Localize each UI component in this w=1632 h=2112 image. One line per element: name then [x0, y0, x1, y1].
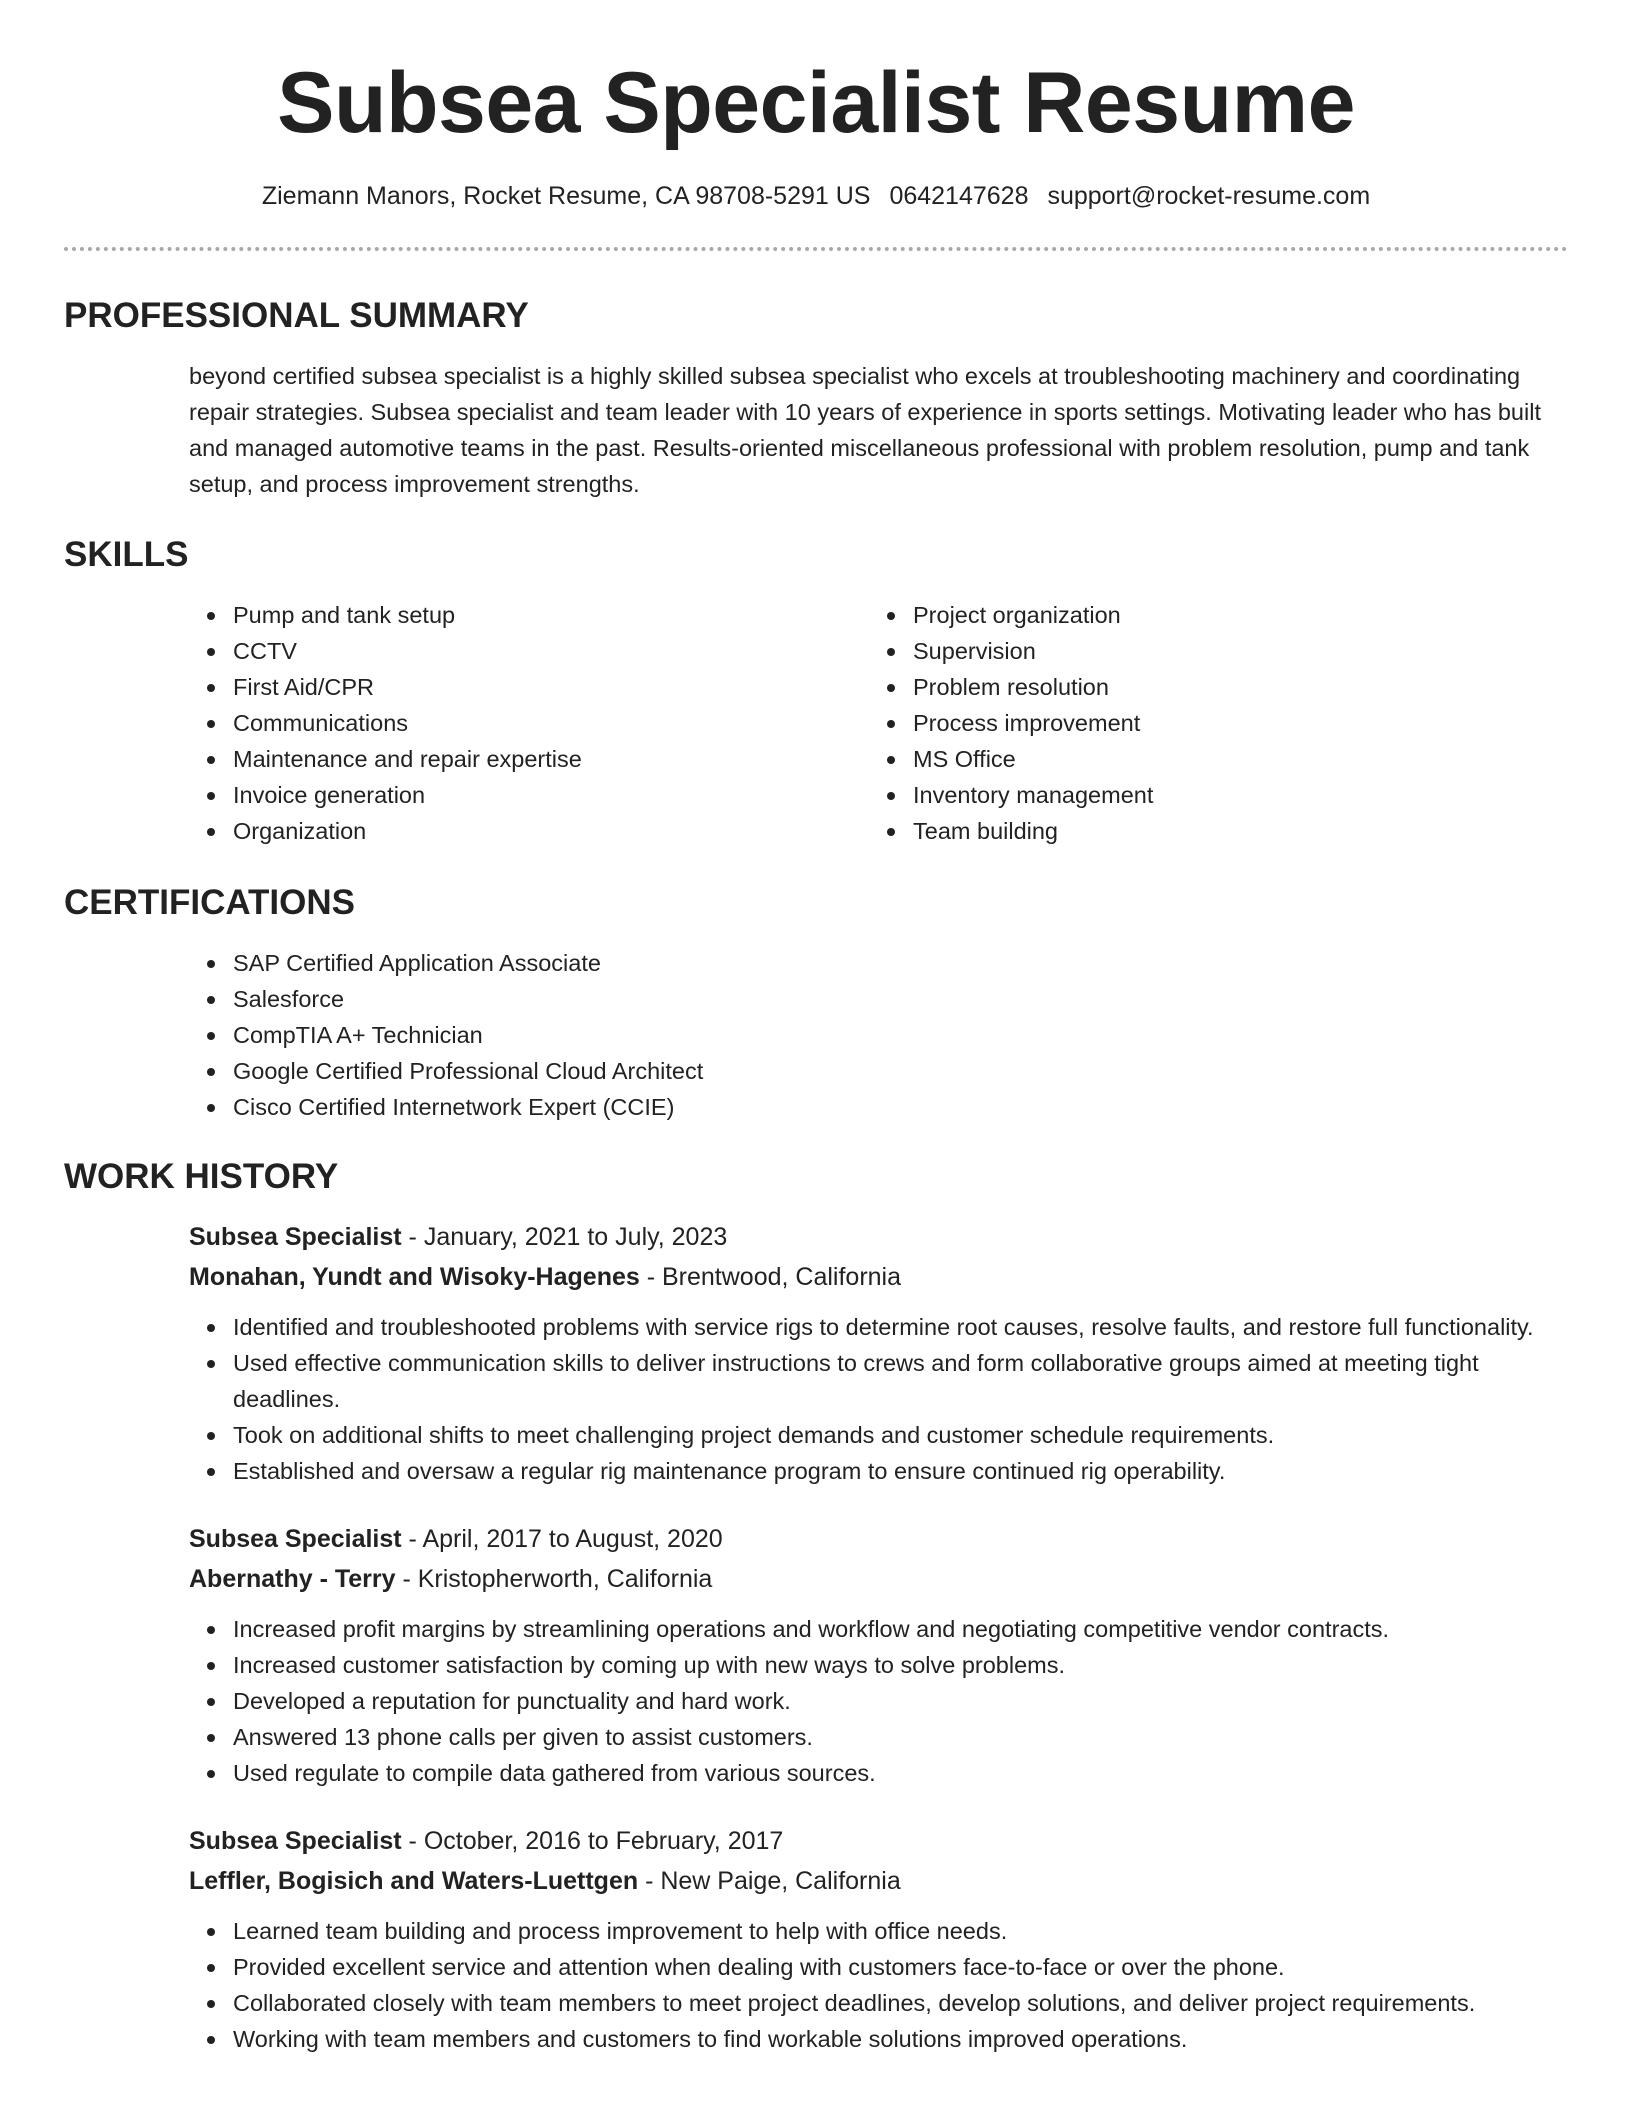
summary-text: beyond certified subsea specialist is a highly skilled subsea specialist who excels at troubleshooting machinery and coordinating repair strategies. Subsea specialist and team leader with 10 years of experience in sports settings. Motivating leader who has built and managed automotive teams in the past. Results-oriented miscellaneous professional with problem resolution, pump and tank setup, and process improvement strengths.	[189, 363, 1541, 497]
skill-item: Team building	[913, 813, 1153, 849]
skill-item: Pump and tank setup	[233, 597, 743, 633]
job-dates: - April, 2017 to August, 2020	[401, 1525, 723, 1553]
resume-page	[64, 0, 1568, 2052]
contact-address: Ziemann Manors, Rocket Resume, CA 98708-5291 US	[261, 182, 871, 210]
skill-item: MS Office	[913, 741, 1153, 777]
job-location: - Kristopherworth, California	[395, 1565, 713, 1593]
skill-item: Organization	[233, 813, 743, 849]
skills-section	[64, 535, 1568, 849]
job-company-line	[189, 1257, 1568, 1297]
skill-item: First Aid/CPR	[233, 669, 743, 705]
contact-phone: 0642147628	[889, 182, 1029, 210]
summary-section	[64, 296, 1568, 502]
job-company-line	[189, 1559, 1568, 1599]
job-location: - New Paige, California	[638, 1867, 901, 1895]
job-dates: - January, 2021 to July, 2023	[401, 1223, 728, 1251]
skills-list-left	[64, 597, 743, 849]
job-bullet: Developed a reputation for punctuality and hard work.	[233, 1683, 1568, 1719]
job-title-line	[189, 1217, 1568, 1257]
certification-item: Cisco Certified Internetwork Expert (CCIE)	[233, 1089, 1568, 1125]
contact-email: support@rocket-resume.com	[1047, 182, 1371, 210]
job-dates: - October, 2016 to February, 2017	[401, 1827, 784, 1855]
skill-item: Inventory management	[913, 777, 1153, 813]
skill-item: Invoice generation	[233, 777, 743, 813]
job-entry	[64, 1217, 1568, 1489]
job-title: Subsea Specialist	[189, 1223, 402, 1251]
job-bullet: Answered 13 phone calls per given to assist customers.	[233, 1719, 1568, 1755]
skill-item: CCTV	[233, 633, 743, 669]
job-bullet: Increased profit margins by streamlining operations and workflow and negotiating competitive vendor contracts.	[233, 1611, 1568, 1647]
work-history-heading: WORK HISTORY	[64, 1157, 339, 1196]
skill-item: Project organization	[913, 597, 1153, 633]
skills-heading: SKILLS	[64, 535, 189, 574]
skill-item: Supervision	[913, 633, 1153, 669]
job-bullet: Identified and troubleshooted problems with service rigs to determine root causes, resolve faults, and restore full functionality.	[233, 1309, 1568, 1345]
header-divider	[64, 247, 1568, 251]
job-entry	[64, 1821, 1568, 2057]
job-entry	[64, 1519, 1568, 1791]
job-bullet: Used regulate to compile data gathered from various sources.	[233, 1755, 1568, 1791]
job-bullets	[64, 1913, 1568, 2057]
skills-grid	[64, 597, 1568, 849]
work-history-section	[64, 1157, 1568, 2057]
skill-item: Process improvement	[913, 705, 1153, 741]
job-bullet: Established and oversaw a regular rig maintenance program to ensure continued rig operability.	[233, 1453, 1568, 1489]
job-bullet: Took on additional shifts to meet challenging project demands and customer schedule requirements.	[233, 1417, 1568, 1453]
skill-item: Problem resolution	[913, 669, 1153, 705]
resume-title: Subsea Specialist Resume	[277, 55, 1355, 151]
job-location: - Brentwood, California	[639, 1263, 902, 1291]
skill-item: Maintenance and repair expertise	[233, 741, 743, 777]
job-title: Subsea Specialist	[189, 1525, 402, 1553]
job-company: Monahan, Yundt and Wisoky-Hagenes	[189, 1263, 640, 1291]
certifications-section	[64, 883, 1568, 1125]
job-bullet: Collaborated closely with team members to meet project deadlines, develop solutions, and deliver project requirements.	[233, 1985, 1568, 2021]
job-bullets	[64, 1611, 1568, 1791]
summary-heading: PROFESSIONAL SUMMARY	[64, 296, 529, 335]
job-bullet: Learned team building and process improvement to help with office needs.	[233, 1913, 1568, 1949]
certification-item: SAP Certified Application Associate	[233, 945, 1568, 981]
job-title-line	[189, 1519, 1568, 1559]
job-bullets	[64, 1309, 1568, 1489]
job-title: Subsea Specialist	[189, 1827, 402, 1855]
job-bullet: Used effective communication skills to deliver instructions to crews and form collaborative groups aimed at meeting tight deadlines.	[233, 1345, 1568, 1417]
job-company-line	[189, 1861, 1568, 1901]
skills-list-right	[743, 597, 1153, 849]
certification-item: CompTIA A+ Technician	[233, 1017, 1568, 1053]
certification-item: Google Certified Professional Cloud Architect	[233, 1053, 1568, 1089]
job-bullet: Increased customer satisfaction by coming up with new ways to solve problems.	[233, 1647, 1568, 1683]
contact-line	[64, 182, 1568, 211]
job-bullet: Working with team members and customers to find workable solutions improved operations.	[233, 2021, 1568, 2057]
skill-item: Communications	[233, 705, 743, 741]
job-bullet: Provided excellent service and attention when dealing with customers face-to-face or over the phone.	[233, 1949, 1568, 1985]
job-company: Abernathy - Terry	[189, 1565, 396, 1593]
job-title-line	[189, 1821, 1568, 1861]
certifications-heading: CERTIFICATIONS	[64, 883, 356, 922]
job-company: Leffler, Bogisich and Waters-Luettgen	[189, 1867, 639, 1895]
certifications-list	[64, 945, 1568, 1125]
certification-item: Salesforce	[233, 981, 1568, 1017]
